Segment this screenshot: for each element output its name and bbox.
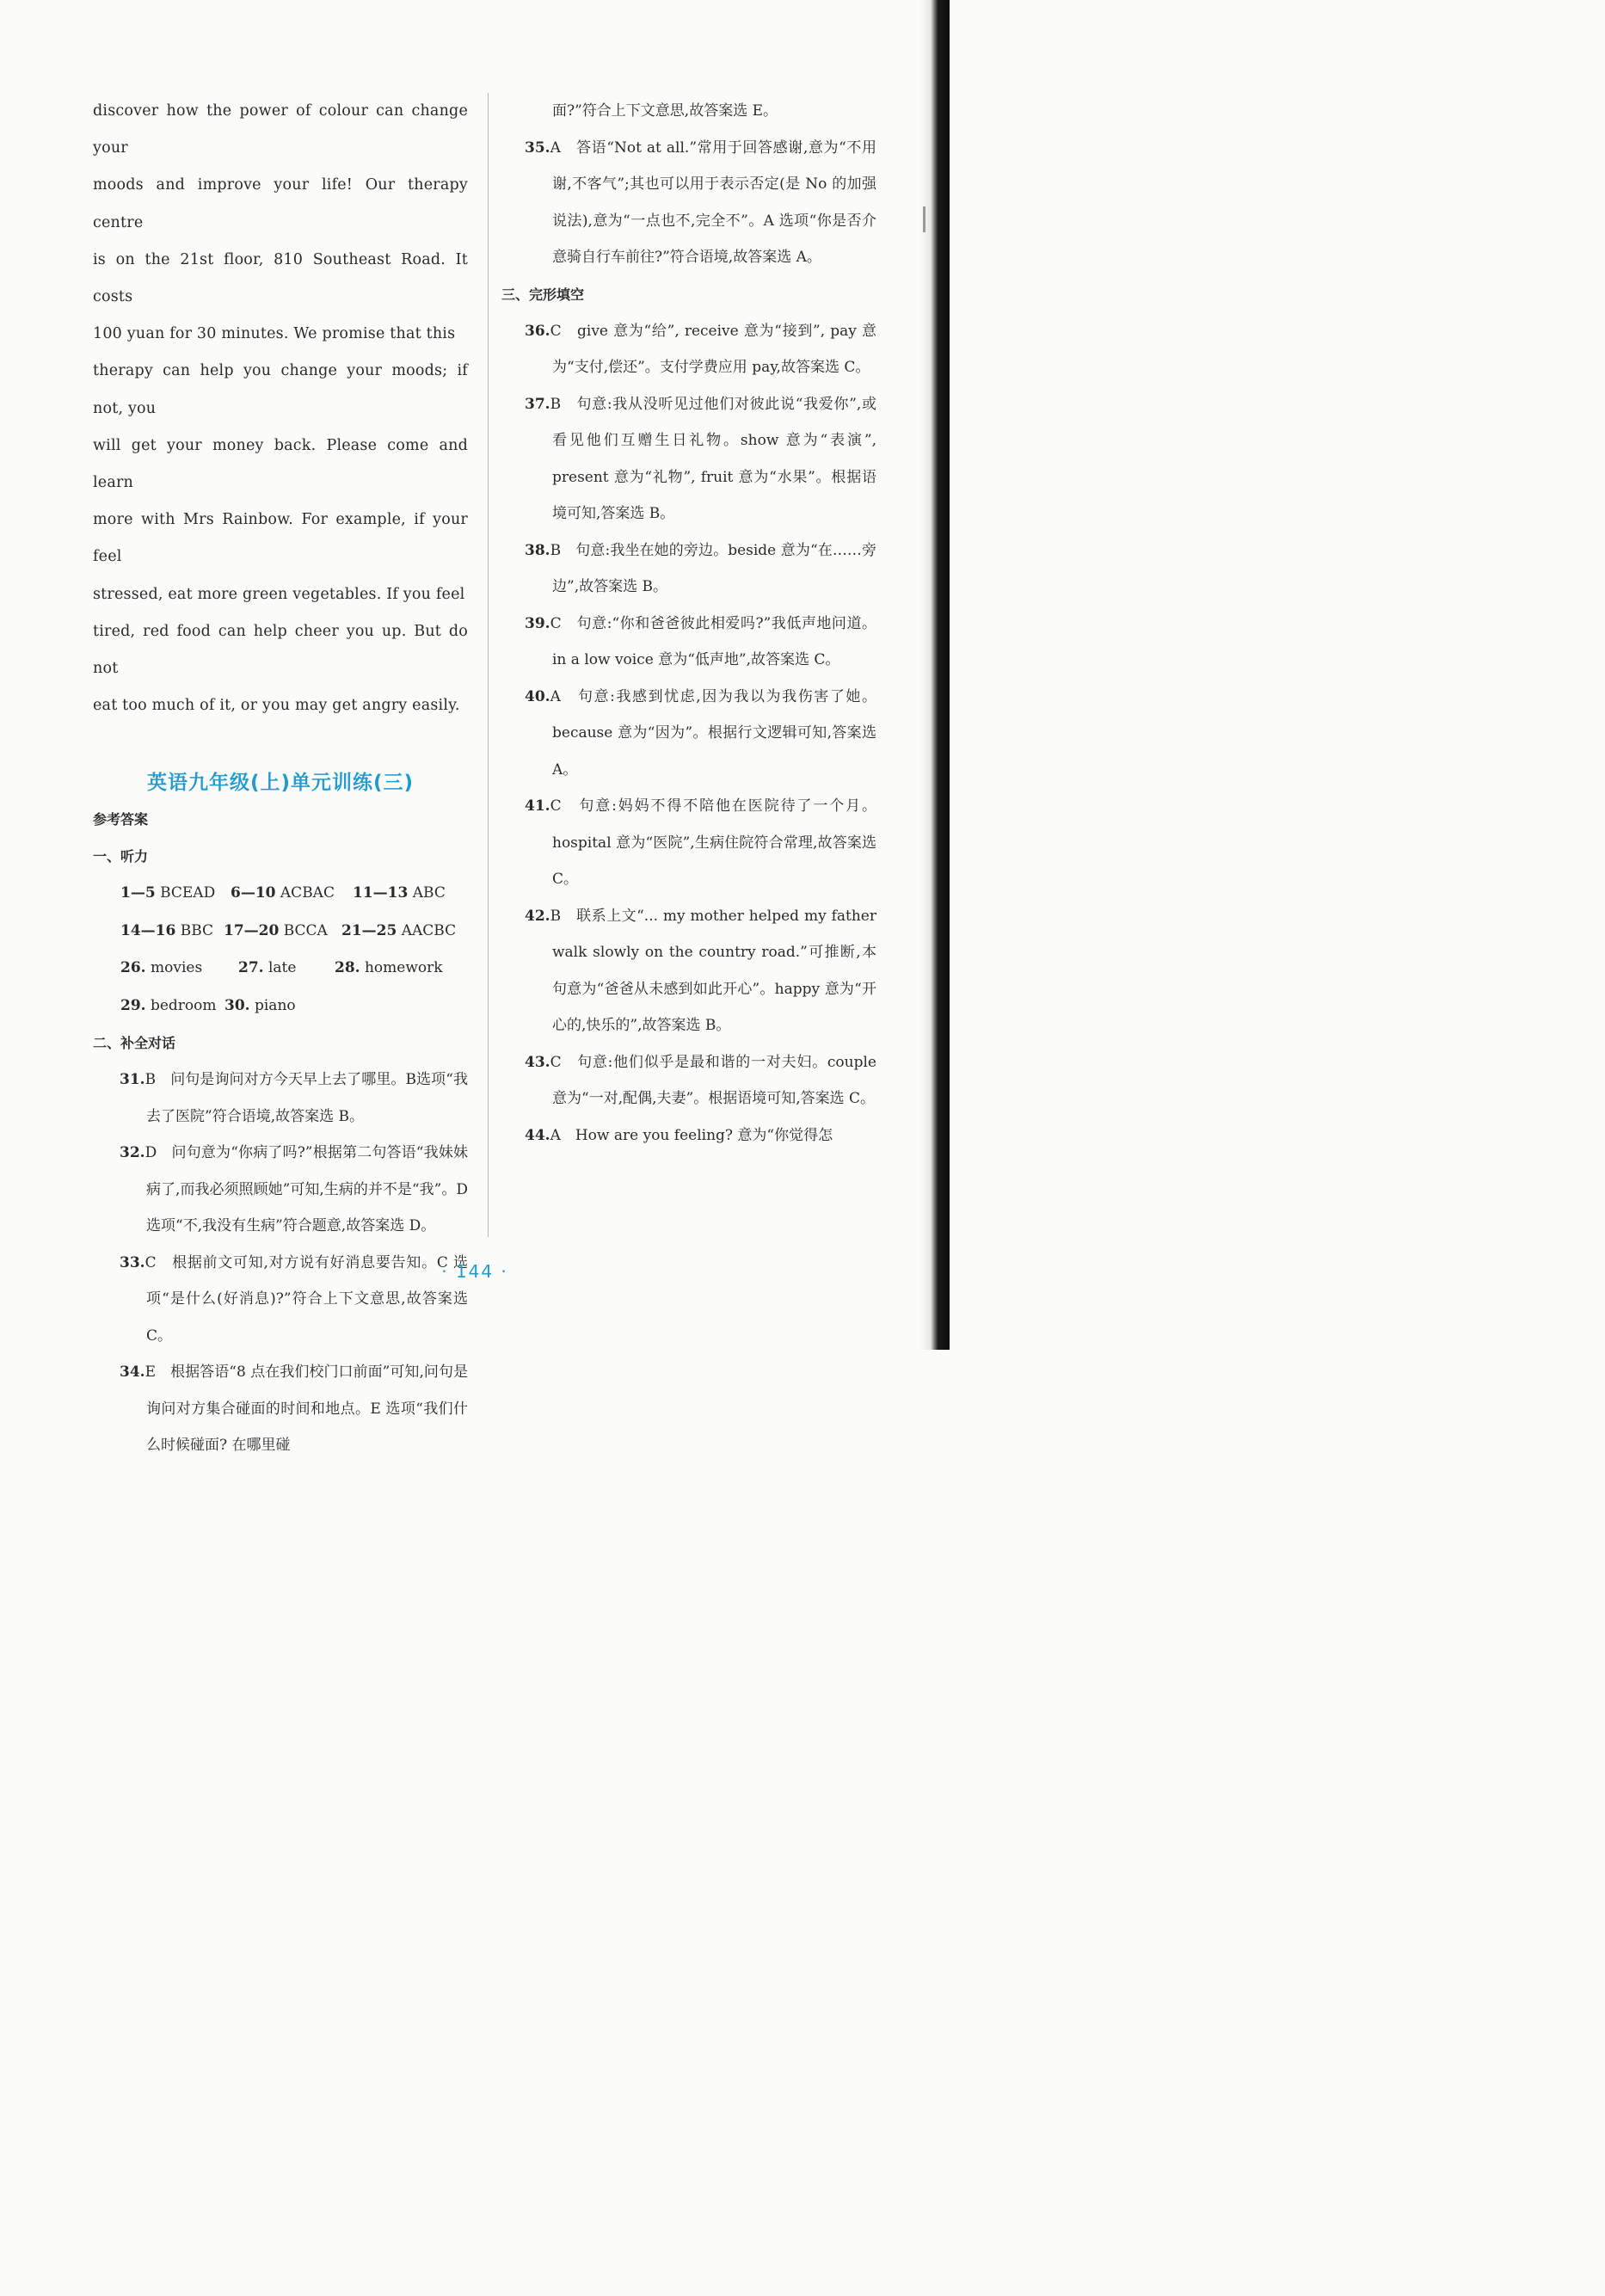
answer: BCCA — [283, 921, 328, 939]
answer: movies — [150, 959, 203, 977]
listening-row — [120, 875, 468, 913]
question-number: 40. — [525, 687, 550, 705]
answer-item — [501, 386, 876, 532]
passage-line: discover how the power of colour can change your — [93, 102, 468, 157]
dialogue-heading: 二、补全对话 — [93, 1035, 176, 1052]
question-range: 17—20 — [224, 921, 280, 939]
passage-line: more with Mrs Rainbow. For example, if your feel — [93, 511, 468, 566]
right-column — [501, 93, 876, 1154]
answer: ACBAC — [280, 884, 335, 902]
question-range: 11—13 — [353, 884, 409, 902]
cloze-heading: 三、完形填空 — [501, 286, 585, 303]
passage-line: moods and improve your life! Our therapy centre — [93, 176, 468, 231]
passage-line: 100 yuan for 30 minutes. We promise that this — [93, 325, 456, 343]
answer-key-heading: 参考答案 — [93, 811, 149, 828]
answer-item — [501, 606, 876, 679]
question-number: 30. — [224, 996, 250, 1014]
question-number: 32. — [120, 1144, 145, 1162]
question-number: 37. — [525, 395, 550, 413]
answer-item — [501, 130, 876, 276]
listening-row — [120, 988, 468, 1025]
scan-mark — [923, 206, 925, 232]
question-number: 41. — [525, 797, 550, 815]
answer: BCEAD — [160, 884, 216, 902]
left-column — [93, 93, 468, 1464]
question-number: 34. — [120, 1363, 145, 1382]
question-number: 31. — [120, 1071, 145, 1089]
question-number: 28. — [335, 959, 360, 977]
explanation: A How are you feeling? 意为“你觉得怎 — [550, 1126, 833, 1144]
question-number: 36. — [525, 322, 550, 340]
question-number: 29. — [120, 996, 146, 1014]
answer-item — [501, 313, 876, 386]
passage-line: stressed, eat more green vegetables. If you feel — [93, 585, 465, 603]
answer-item — [93, 1062, 468, 1135]
page-edge-shadow — [920, 0, 950, 1350]
passage-line: therapy can help you change your moods; if not, you — [93, 362, 468, 417]
question-range: 6—10 — [231, 884, 276, 902]
question-number: 44. — [525, 1126, 550, 1144]
section-title: 英语九年级(上)单元训练(三) — [146, 772, 415, 795]
question-number: 43. — [525, 1053, 550, 1071]
explanation: A 句意:我感到忧虑,因为我以为我伤害了她。because 意为“因为”。根据行文逻辑可知,答案选 A。 — [550, 687, 876, 779]
answer-item — [93, 1135, 468, 1245]
explanation: C 句意:他们似乎是最和谐的一对夫妇。couple 意为“一对,配偶,夫妻”。根据语境可知,答案选 C。 — [550, 1053, 876, 1107]
answer-item — [501, 532, 876, 606]
answer-item — [93, 1354, 468, 1464]
explanation: A 答语“Not at all.”常用于回答感谢,意为“不用谢,不客气”;其也可以用于表示否定(是 No 的加强说法),意为“一点也不,完全不”。A 选项“你是否介意骑自行车前往?”符合语境,故答案选 A。 — [550, 138, 876, 266]
continued-text: 面?”符合上下文意思,故答案选 E。 — [552, 102, 778, 120]
column-divider — [488, 93, 489, 1237]
listening-row — [120, 950, 468, 988]
question-number: 38. — [525, 541, 550, 559]
passage-line: eat too much of it, or you may get angry easily. — [93, 697, 460, 715]
passage-line: will get your money back. Please come and learn — [93, 436, 468, 492]
question-range: 1—5 — [120, 884, 156, 902]
question-number: 39. — [525, 614, 550, 632]
question-number: 27. — [238, 959, 264, 977]
answer: BBC — [180, 921, 214, 939]
answer: homework — [364, 959, 443, 977]
explanation: C 句意:妈妈不得不陪他在医院待了一个月。hospital 意为“医院”,生病住院符合常理,故答案选 C。 — [550, 797, 876, 888]
explanation: B 问句是询问对方今天早上去了哪里。B选项“我去了医院”符合语境,故答案选 B。 — [145, 1071, 468, 1125]
question-number: 42. — [525, 907, 550, 925]
listening-answers — [93, 875, 468, 1025]
explanation: B 句意:我坐在她的旁边。beside 意为“在……旁边”,故答案选 B。 — [550, 541, 876, 595]
answer-item — [501, 1044, 876, 1117]
answer-item — [501, 898, 876, 1044]
answer: piano — [254, 996, 296, 1014]
listening-heading: 一、听力 — [93, 848, 149, 865]
explanation: C give 意为“给”, receive 意为“接到”, pay 意为“支付,偿还”。支付学费应用 pay,故答案选 C。 — [550, 322, 876, 376]
answer-item — [501, 679, 876, 789]
question-range: 21—25 — [341, 921, 397, 939]
question-range: 14—16 — [120, 921, 176, 939]
passage-line: is on the 21st floor, 810 Southeast Road. It costs — [93, 250, 468, 306]
answer-item — [501, 1117, 876, 1154]
question-number: 35. — [525, 138, 550, 157]
explanation: B 联系上文“... my mother helped my father walk slowly on the country road.”可推断,本句意为“爸爸从未感到如此开心”。happy 意为“开心的,快乐的”,故答案选 B。 — [550, 907, 876, 1034]
answer: ABC — [412, 884, 446, 902]
answer: bedroom — [150, 996, 217, 1014]
explanation: D 问句意为“你病了吗?”根据第二句答语“我妹妹病了,而我必须照顾她”可知,生病的并不是“我”。D 选项“不,我没有生病”符合题意,故答案选 D。 — [145, 1144, 468, 1235]
answer: AACBC — [401, 921, 457, 939]
answer-item — [501, 788, 876, 898]
cloze-answers — [501, 313, 876, 1154]
explanation: E 根据答语“8 点在我们校门口前面”可知,问句是询问对方集合碰面的时间和地点。E 选项“我们什么时候碰面? 在哪里碰 — [145, 1363, 468, 1455]
question-number: 33. — [120, 1253, 145, 1271]
passage-line: tired, red food can help cheer you up. But do not — [93, 622, 468, 678]
question-number: 26. — [120, 959, 146, 977]
explanation: C 句意:“你和爸爸彼此相爱吗?”我低声地问道。in a low voice 意为“低声地”,故答案选 C。 — [550, 614, 876, 668]
explanation: B 句意:我从没听见过他们对彼此说“我爱你”,或看见他们互赠生日礼物。show 意为“表演”, present 意为“礼物”, fruit 意为“水果”。根据语境可知,答案选 B。 — [550, 395, 876, 522]
answer: late — [268, 959, 297, 977]
page-number: · 144 · — [441, 1261, 508, 1282]
listening-row — [120, 913, 468, 951]
reading-passage — [93, 93, 468, 724]
explanation: C 根据前文可知,对方说有好消息要告知。C 选项“是什么(好消息)?”符合上下文意思,故答案选 C。 — [145, 1253, 468, 1345]
